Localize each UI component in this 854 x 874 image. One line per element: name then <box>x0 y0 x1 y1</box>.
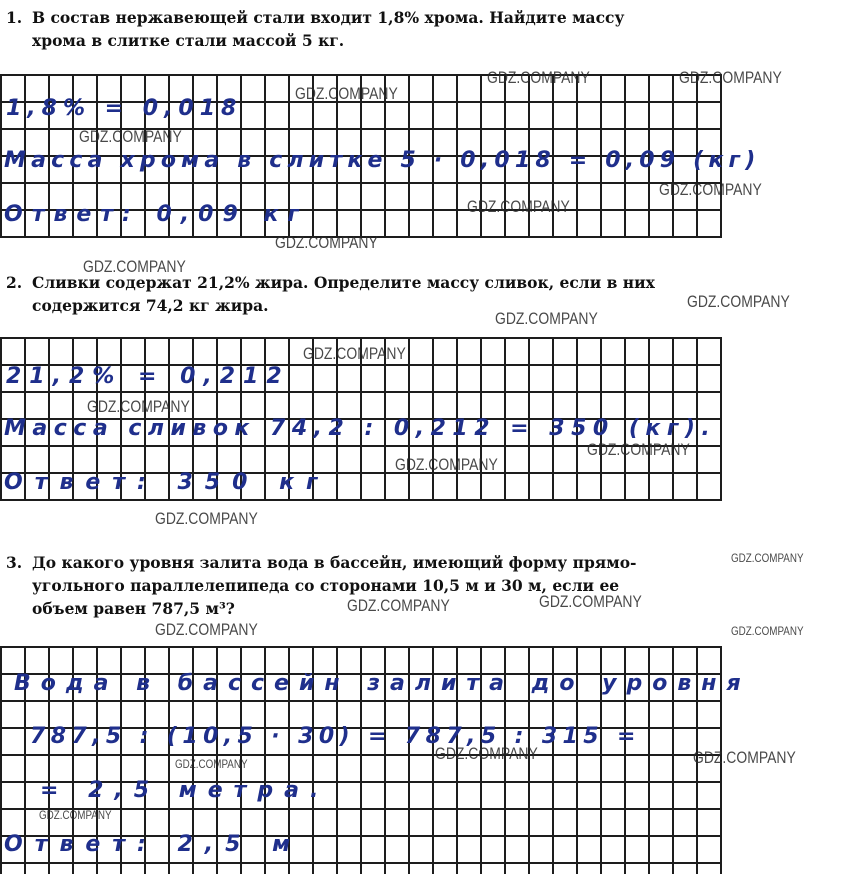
watermark: GDZ.COMPANY <box>83 257 186 276</box>
task-3-line-1: До какого уровня залита вода в бассейн, имеющий форму прямо- <box>32 553 637 572</box>
task-3-solution-line-2: 787,5 : (10,5 · 30) = 787,5 : 315 = <box>30 724 641 749</box>
watermark: GDZ.COMPANY <box>175 757 248 771</box>
watermark: GDZ.COMPANY <box>659 180 762 199</box>
watermark: GDZ.COMPANY <box>487 68 590 87</box>
task-3-line-3: объем равен 787,5 м³? <box>32 599 235 618</box>
watermark: GDZ.COMPANY <box>303 344 406 363</box>
task-1-line-2: хрома в слитке стали массой 5 кг. <box>32 31 345 50</box>
task-1-solution-line-3: Ответ: 0,09 кг <box>4 202 308 227</box>
watermark: GDZ.COMPANY <box>467 197 570 216</box>
watermark: GDZ.COMPANY <box>587 440 690 459</box>
task-1-solution-line-1: 1,8% = 0,018 <box>6 96 243 121</box>
watermark: GDZ.COMPANY <box>539 592 642 611</box>
task-1-text <box>6 6 624 52</box>
task-1-number: 1. <box>6 8 23 27</box>
watermark: GDZ.COMPANY <box>693 748 796 767</box>
watermark: GDZ.COMPANY <box>39 808 112 822</box>
task-2-line-1: Сливки содержат 21,2% жира. Определите массу сливок, если в них <box>32 273 655 292</box>
watermark: GDZ.COMPANY <box>155 509 258 528</box>
task-1-line-1: В состав нержавеющей стали входит 1,8% хрома. Найдите массу <box>32 8 625 27</box>
watermark: GDZ.COMPANY <box>395 455 498 474</box>
watermark: GDZ.COMPANY <box>79 127 182 146</box>
watermark: GDZ.COMPANY <box>275 233 378 252</box>
task-1-solution-line-2: Масса хрома в слитке 5 · 0,018 = 0,09 (кг) <box>4 148 761 173</box>
task-2-solution-line-1: 21,2% = 0,212 <box>6 364 290 389</box>
watermark: GDZ.COMPANY <box>155 620 258 639</box>
watermark: GDZ.COMPANY <box>495 309 598 328</box>
watermark: GDZ.COMPANY <box>435 744 538 763</box>
watermark: GDZ.COMPANY <box>687 292 790 311</box>
watermark: GDZ.COMPANY <box>731 624 804 638</box>
task-3-line-2: угольного параллелепипеда со сторонами 10,5 м и 30 м, если ее <box>32 576 620 595</box>
task-2-solution-line-2: Масса сливок 74,2 : 0,212 = 350 (кг). <box>4 416 717 441</box>
task-3-solution-line-3: = 2,5 метра. <box>40 778 330 803</box>
watermark: GDZ.COMPANY <box>295 84 398 103</box>
watermark: GDZ.COMPANY <box>347 596 450 615</box>
task-2-line-2: содержится 74,2 кг жира. <box>32 296 269 315</box>
watermark: GDZ.COMPANY <box>679 68 782 87</box>
watermark: GDZ.COMPANY <box>731 551 804 565</box>
task-2-solution-line-3: Ответ: 350 кг <box>4 470 330 495</box>
task-3-number: 3. <box>6 553 23 572</box>
watermark: GDZ.COMPANY <box>87 397 190 416</box>
task-2-number: 2. <box>6 273 23 292</box>
task-3-solution-line-4: Ответ: 2,5 м <box>4 832 303 857</box>
task-3-solution-line-1: Вода в бассейн залита до уровня <box>14 671 751 696</box>
